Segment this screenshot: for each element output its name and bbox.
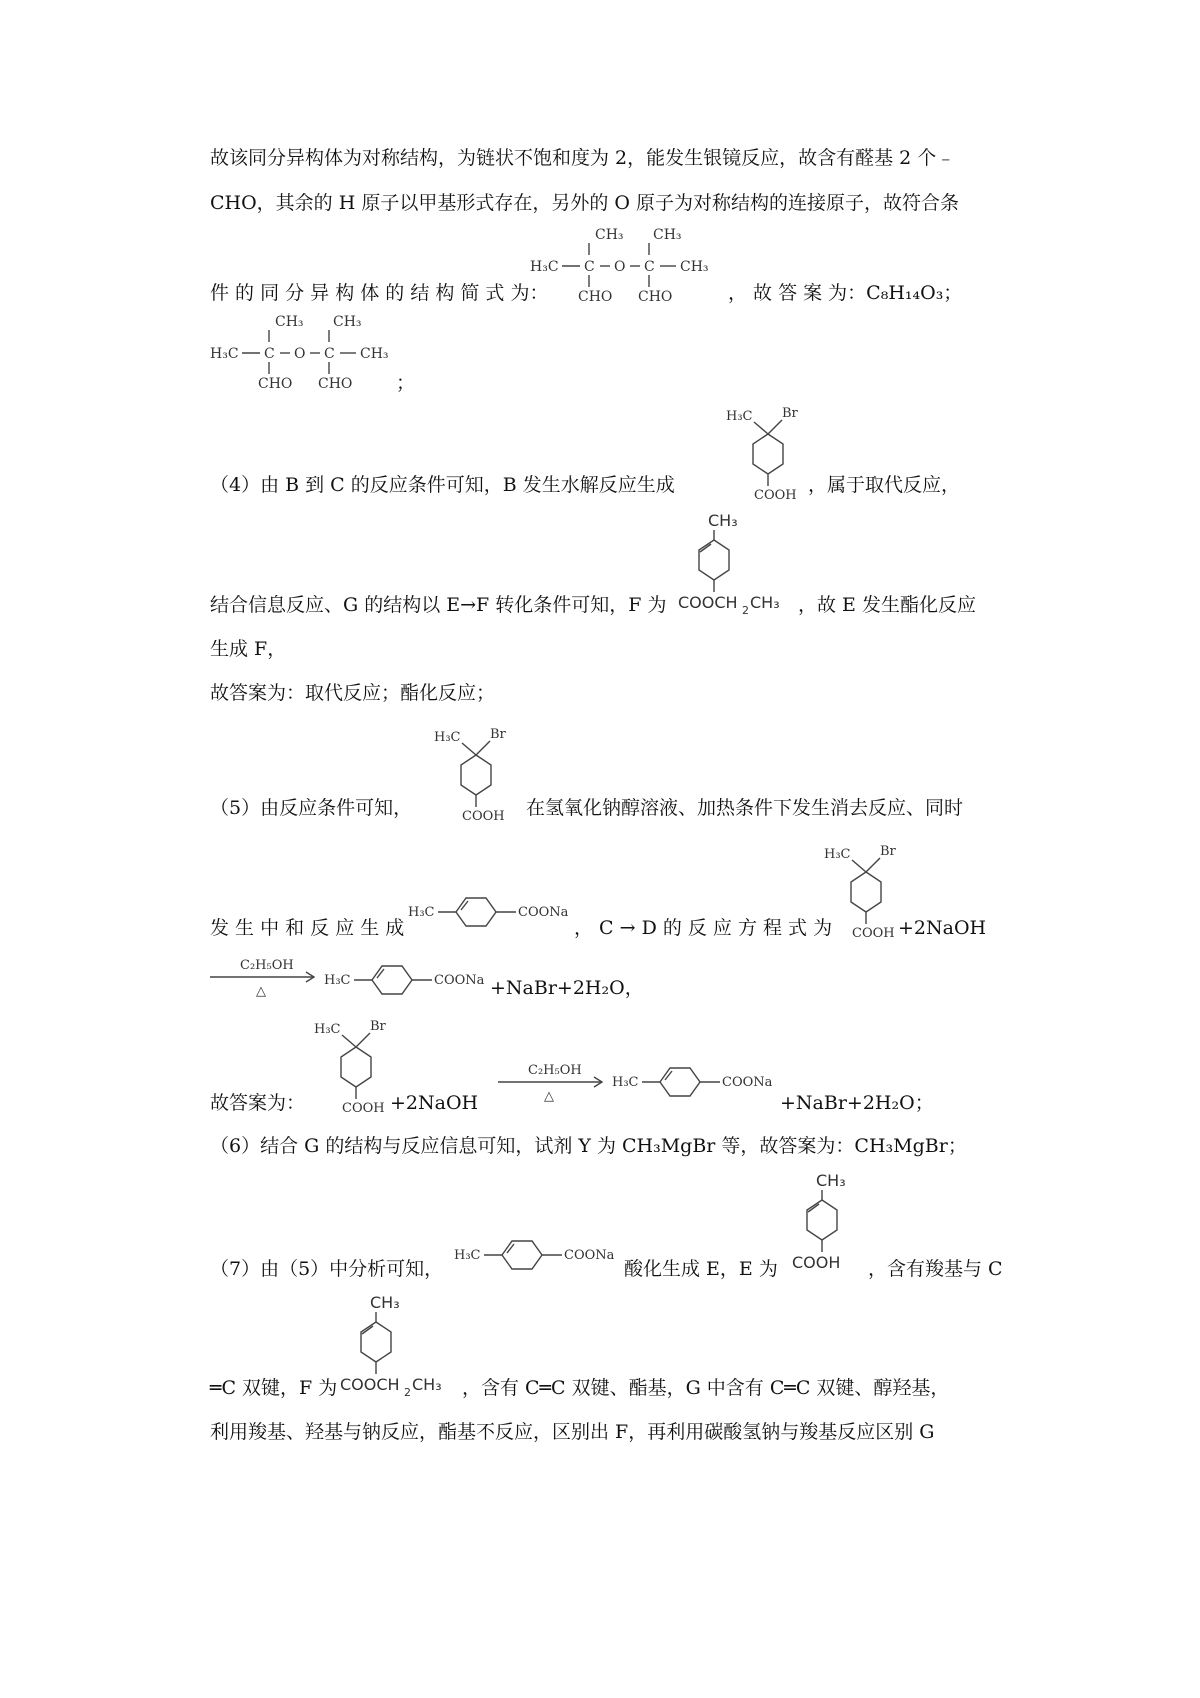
ether-ch3-left: CH₃	[275, 314, 304, 330]
ester-structure-2	[340, 1290, 460, 1400]
ether-cho-right: CHO	[638, 289, 673, 305]
paragraph-line-7: 生成 F，	[210, 638, 287, 660]
paragraph-line-16: 利用羧基、羟基与钠反应，酯基不反应，区别出 F，再利用碳酸氢钠与羧基反应区别 G	[210, 1421, 935, 1443]
svg-text:H₃C: H₃C	[314, 1022, 341, 1037]
paragraph-line-1: 故该同分异构体为对称结构，为链状不饱和度为 2，能发生银镜反应，故含有醛基 2 个﹣	[210, 147, 956, 169]
paragraph-line-3a: 件 的 同 分 异 构 体 的 结 构 简 式 为：	[210, 282, 549, 304]
svg-text:H₃C: H₃C	[612, 1075, 639, 1090]
paragraph-line-12b: +2NaOH	[390, 1092, 479, 1114]
ether-o: O	[294, 346, 306, 362]
svg-text:C₂H₅OH: C₂H₅OH	[240, 958, 294, 973]
paragraph-line-15a: ═C 双键，F 为	[210, 1377, 338, 1399]
ether-structure-inline	[530, 225, 715, 310]
paragraph-line-4: ；	[396, 372, 416, 394]
paragraph-line-5a: （4）由 B 到 C 的反应条件可知，B 发生水解反应生成	[210, 474, 675, 496]
svg-text:COOCH: COOCH	[678, 593, 738, 612]
svg-text:2: 2	[742, 604, 749, 617]
paragraph-line-9a: （5）由反应条件可知，	[210, 797, 413, 819]
ether-c-right: C	[644, 259, 655, 275]
salt-structure-1	[408, 892, 593, 932]
ether-ch3-end: CH₃	[360, 346, 389, 362]
svg-text:CH₃: CH₃	[750, 593, 780, 612]
svg-text:COOH: COOH	[852, 926, 895, 941]
svg-text:CH₃: CH₃	[708, 511, 738, 530]
salt-structure-3	[612, 1062, 797, 1102]
svg-text:COONa: COONa	[564, 1248, 615, 1263]
paragraph-line-9b: 在氢氧化钠醇溶液、加热条件下发生消去反应、同时	[526, 797, 964, 819]
svg-text:H₃C: H₃C	[454, 1248, 481, 1263]
svg-text:COONa: COONa	[434, 973, 485, 988]
paragraph-line-15b: ，含有 C═C 双键、酯基，G 中含有 C═C 双键、醇羟基，	[462, 1377, 950, 1399]
bromo-acid-structure-4	[312, 1017, 402, 1117]
ether-c-right: C	[324, 346, 335, 362]
paragraph-line-14c: ，含有羧基与 C	[868, 1258, 1003, 1280]
salt-structure-4	[454, 1235, 639, 1275]
reaction-arrow-1	[210, 955, 320, 1001]
ether-cho-right: CHO	[318, 376, 353, 392]
salt-structure-2	[324, 960, 509, 1000]
svg-text:△: △	[256, 984, 266, 999]
paragraph-line-8: 故答案为：取代反应；酯化反应；	[210, 682, 496, 704]
svg-text:COOH: COOH	[462, 809, 505, 824]
paragraph-line-11: +NaBr+2H₂O，	[490, 977, 644, 999]
ether-c-left: C	[264, 346, 275, 362]
paragraph-line-2: CHO，其余的 H 原子以甲基形式存在，另外的 O 原子为对称结构的连接原子，故符合条	[210, 192, 959, 214]
ether-ch3-left: CH₃	[595, 227, 624, 243]
paragraph-line-6b: ，故 E 发生酯化反应	[798, 594, 976, 616]
ether-h3c: H₃C	[210, 346, 239, 362]
ether-c-left: C	[584, 259, 595, 275]
paragraph-line-12a: 故答案为：	[210, 1092, 306, 1114]
svg-text:H₃C: H₃C	[408, 905, 435, 920]
acid-structure	[790, 1168, 870, 1278]
svg-text:COOCH: COOCH	[340, 1375, 400, 1394]
svg-text:CH₃: CH₃	[816, 1171, 846, 1190]
svg-text:2: 2	[404, 1386, 411, 1399]
svg-text:Br: Br	[490, 727, 506, 742]
svg-text:COONa: COONa	[722, 1075, 773, 1090]
paragraph-line-3b: ， 故 答 案 为：C₈H₁₄O₃；	[728, 282, 963, 304]
ester-structure-1	[678, 508, 798, 618]
paragraph-line-14b: 酸化生成 E，E 为	[624, 1258, 778, 1280]
svg-text:COONa: COONa	[518, 905, 569, 920]
paragraph-line-10c: +2NaOH	[898, 917, 987, 939]
reaction-arrow-2	[498, 1060, 608, 1106]
paragraph-line-12c: +NaBr+2H₂O；	[780, 1092, 934, 1114]
ether-o: O	[614, 259, 626, 275]
svg-text:C₂H₅OH: C₂H₅OH	[528, 1063, 582, 1078]
svg-text:Br: Br	[880, 844, 896, 859]
paragraph-line-6a: 结合信息反应、G 的结构以 E→F 转化条件可知，F 为	[210, 594, 667, 616]
bromo-acid-structure-1	[724, 404, 814, 504]
paragraph-line-10b: ， C → D 的 反 应 方 程 式 为	[574, 917, 833, 939]
svg-text:CH₃: CH₃	[412, 1375, 442, 1394]
svg-text:COOH: COOH	[754, 488, 797, 503]
svg-text:COOH: COOH	[342, 1101, 385, 1116]
svg-text:Br: Br	[782, 406, 798, 421]
svg-text:H₃C: H₃C	[324, 973, 351, 988]
svg-text:△: △	[544, 1089, 554, 1104]
svg-text:COOH: COOH	[792, 1253, 841, 1272]
bromo-acid-structure-2	[432, 725, 522, 825]
svg-text:CH₃: CH₃	[370, 1293, 400, 1312]
svg-text:H₃C: H₃C	[824, 847, 851, 862]
ether-ch3-right: CH₃	[653, 227, 682, 243]
svg-text:H₃C: H₃C	[726, 409, 753, 424]
ether-cho-left: CHO	[578, 289, 613, 305]
ether-ch3-right: CH₃	[333, 314, 362, 330]
ether-ch3-end: CH₃	[680, 259, 709, 275]
paragraph-line-14a: （7）由（5）中分析可知，	[210, 1258, 444, 1280]
svg-text:Br: Br	[370, 1019, 386, 1034]
paragraph-line-10a: 发 生 中 和 反 应 生 成	[210, 917, 405, 939]
paragraph-line-5b: ，属于取代反应，	[808, 474, 961, 496]
ether-cho-left: CHO	[258, 376, 293, 392]
ether-h3c: H₃C	[530, 259, 559, 275]
svg-text:H₃C: H₃C	[434, 730, 461, 745]
paragraph-line-13: （6）结合 G 的结构与反应信息可知，试剂 Y 为 CH₃MgBr 等，故答案为：CH₃MgBr；	[210, 1135, 967, 1157]
ether-structure-answer	[210, 312, 395, 397]
